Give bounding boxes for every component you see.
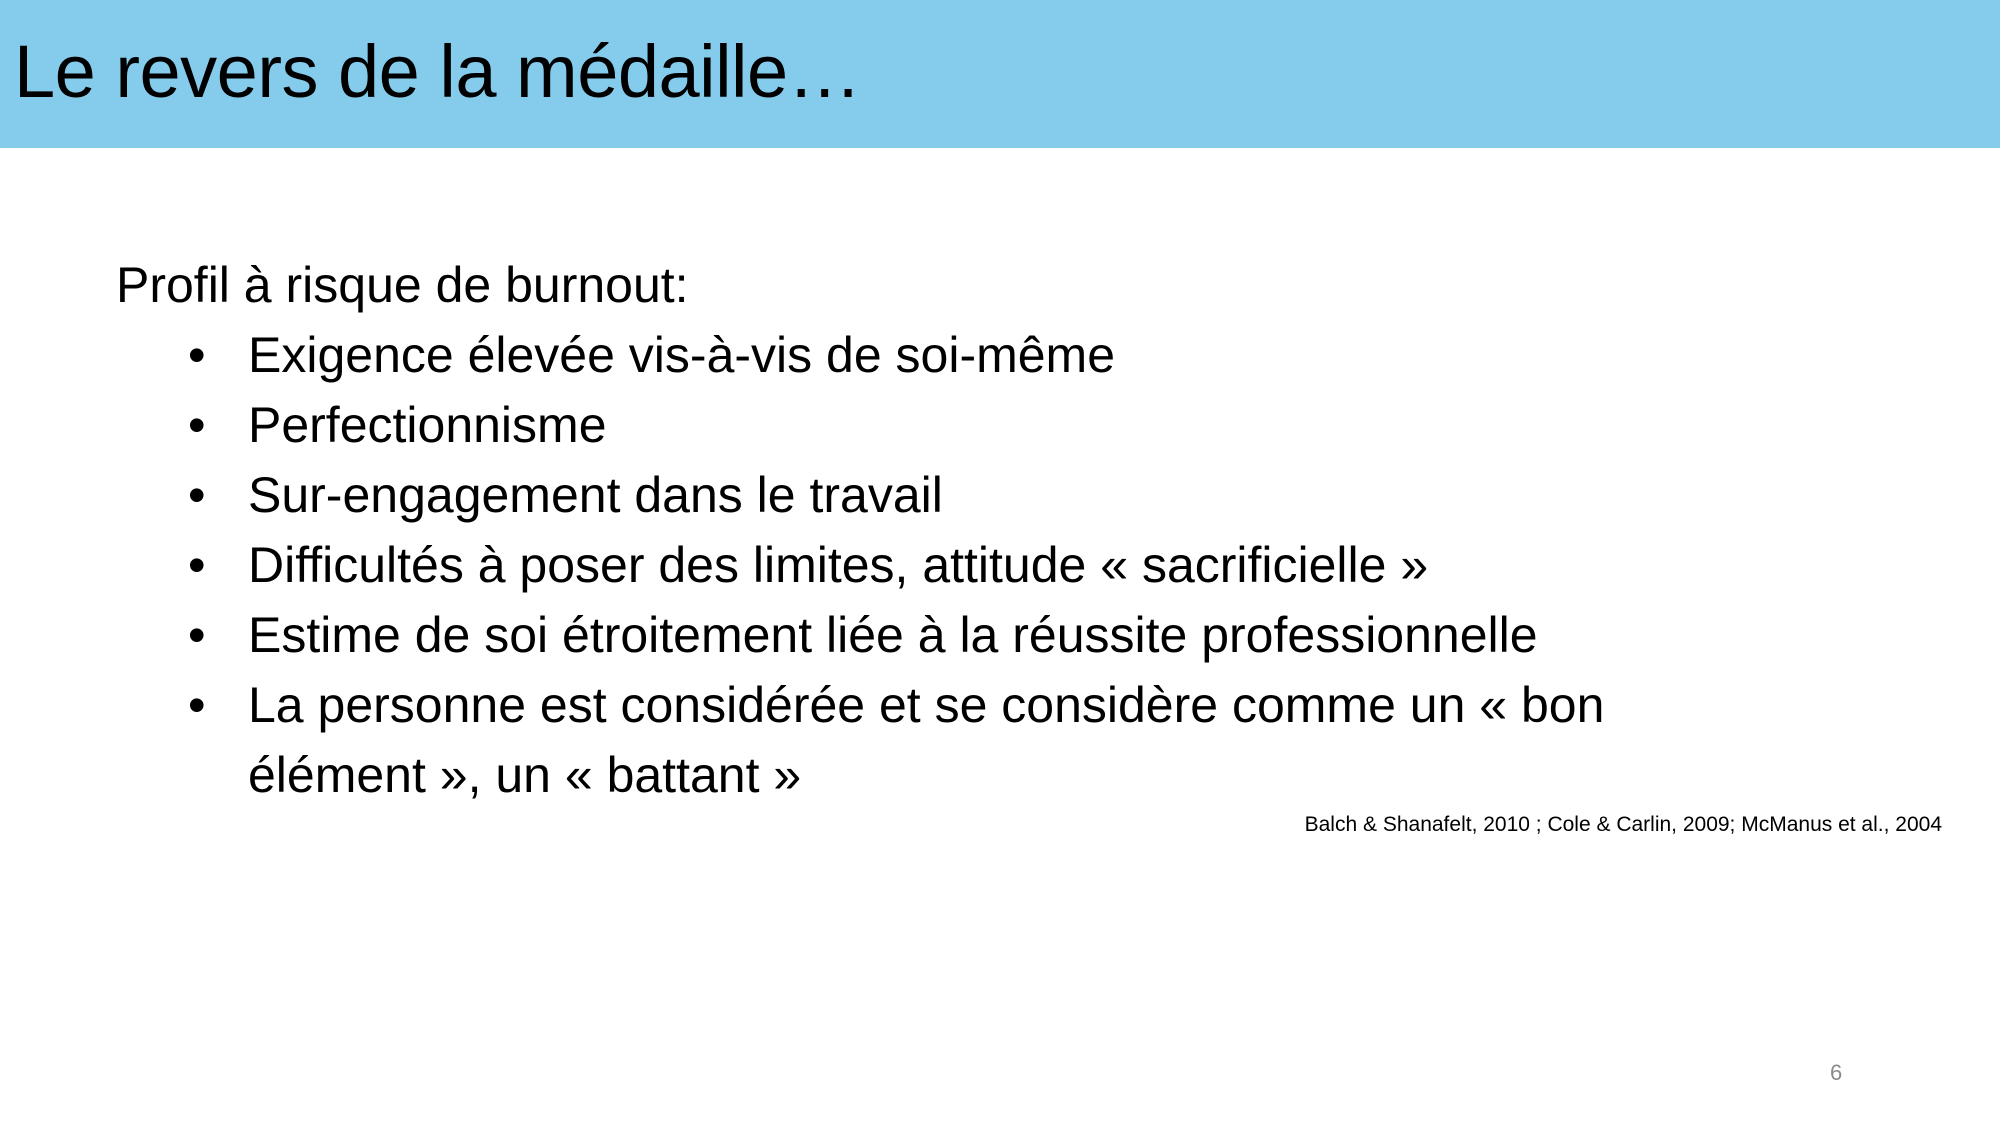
list-item [116, 530, 1756, 600]
page-number: 6 [1830, 1060, 1843, 1085]
bullet-icon: • [188, 397, 206, 453]
citation: Balch & Shanafelt, 2010 ; Cole & Carlin, 2009; McManus et al., 2004 [1304, 813, 1942, 836]
slide-content [116, 250, 1756, 810]
list-item [116, 390, 1756, 460]
list-item [116, 670, 1756, 810]
bullet-text: Perfectionnisme [248, 397, 607, 453]
bullet-icon: • [188, 677, 206, 733]
bullet-icon: • [188, 607, 206, 663]
list-item [116, 460, 1756, 530]
bullet-text: La personne est considérée et se considère comme un « bon élément », un « battant » [248, 677, 1605, 803]
slide-title: Le revers de la médaille… [14, 30, 862, 113]
bullet-text: Exigence élevée vis-à-vis de soi-même [248, 327, 1116, 383]
bullet-text: Sur-engagement dans le travail [248, 467, 943, 523]
list-item [116, 320, 1756, 390]
intro-text: Profil à risque de burnout: [116, 257, 689, 313]
list-item [116, 600, 1756, 670]
bullet-icon: • [188, 537, 206, 593]
bullet-icon: • [188, 467, 206, 523]
bullet-text: Difficultés à poser des limites, attitude « sacrificielle » [248, 537, 1429, 593]
bullet-text: Estime de soi étroitement liée à la réussite professionnelle [248, 607, 1538, 663]
bullet-list [116, 320, 1756, 810]
bullet-icon: • [188, 327, 206, 383]
